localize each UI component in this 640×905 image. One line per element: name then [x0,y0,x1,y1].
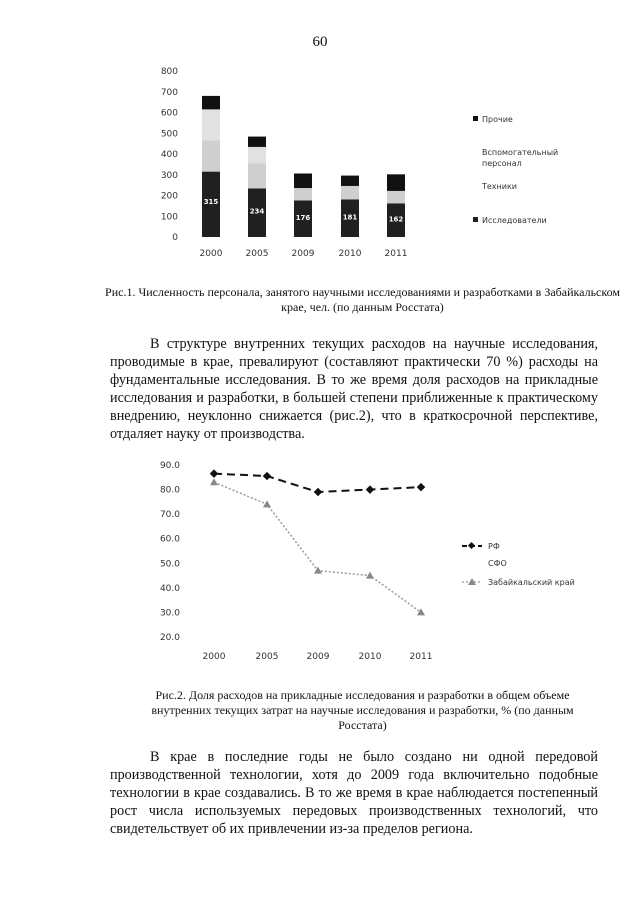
bar-segment [294,174,312,189]
legend-label: Техники [482,182,518,191]
x-tick-label: 2000 [199,249,223,259]
series-line-zabaykalsky [214,482,421,612]
figure-1-chart [161,67,558,259]
bar-value-label: 315 [203,198,219,207]
bar-value-label: 181 [342,213,358,222]
legend-label: Исследователи [482,216,547,225]
bar-value-label: 176 [295,213,311,222]
bar-value-label: 162 [388,215,404,224]
bar-value-label: 234 [249,207,265,216]
x-tick-label: 2010 [338,249,362,259]
x-tick-label: 2009 [306,652,330,662]
data-point-zabaykalsky [263,500,271,507]
figure-2-chart [160,461,575,662]
legend-label: РФ [488,542,500,551]
legend-swatch [473,217,478,222]
legend-label-line: Вспомогательный [482,148,559,157]
data-point-rf [314,488,322,496]
y-tick-label: 50.0 [159,559,180,570]
bar-segment [248,137,266,147]
bar-segment [341,186,359,199]
bar-segment [202,109,220,140]
y-tick-label: 400 [160,150,178,160]
legend-swatch [473,116,478,121]
y-tick-label: 600 [160,108,178,119]
data-point-zabaykalsky [366,572,374,579]
y-tick-label: 20.0 [159,633,180,643]
bar-segment [294,188,312,200]
data-point-rf [366,485,374,493]
x-tick-label: 2005 [255,652,279,662]
data-point-rf [263,472,271,480]
figure-1-caption: Рис.1. Численность персонала, занятого научными исследованиями и разработками в Забайкальском крае, чел. (по данным Росстата) [105,285,620,314]
data-point-rf [417,483,425,491]
legend-label: Прочие [482,115,513,124]
legend-label [482,148,558,168]
x-tick-label: 2009 [291,249,315,259]
y-tick-label: 500 [160,129,178,140]
bar-segment [248,147,266,164]
paragraph-2: В крае в последние годы не было создано ни одной передовой производственной технологии, хотя до 2009 года включительно подобные технологии в крае создавались. В то же время в крае наблюдается постепенный рост числа используемых передовых производственных технологий, что свидетельствует об их привлечении из-за пределов региона. [110,749,598,837]
x-tick-label: 2000 [202,652,226,662]
data-point-zabaykalsky [210,478,218,485]
page-number: 60 [312,34,328,50]
bar-segment [387,174,405,191]
data-point-zabaykalsky [417,608,425,615]
bar-segment [341,176,359,186]
y-tick-label: 60.0 [159,534,180,545]
y-tick-label: 40.0 [159,583,180,594]
y-tick-label: 200 [160,191,178,202]
paragraph-1: В структуре внутренних текущих расходов на научные исследования, проводимые в крае, превалируют (составляют практически 70 %) расходы на фундаментальные исследования. В то же время доля расходов на прикладные исследования и разработки, в большей степени приближенные к практическому внедрению, неуклонно снижается (рис.2), что в краткосрочной перспективе, отдаляет науку от производства. [110,336,598,442]
bar-segment [202,96,220,109]
y-tick-label: 90.0 [159,461,180,471]
legend-label: СФО [488,559,507,568]
y-tick-label: 300 [160,170,178,181]
y-tick-label: 0 [172,233,178,243]
legend-label: Забайкальский край [488,578,575,587]
y-tick-label: 80.0 [159,485,180,496]
figure-2-caption: Рис.2. Доля расходов на прикладные исследования и разработки в общем объеме внутренних текущих затрат на научные исследования и разработки, % (по данным Росстата) [151,688,574,732]
bar-segment [387,191,405,203]
legend-marker-rf [468,542,475,549]
x-tick-label: 2011 [409,652,433,662]
y-tick-label: 800 [160,67,178,77]
legend-label-line: персонал [482,159,522,168]
bar-segment [248,164,266,189]
y-tick-label: 30.0 [159,608,180,619]
x-tick-label: 2010 [358,652,382,662]
bar-segment [202,141,220,172]
y-tick-label: 700 [160,87,178,98]
data-point-rf [210,469,218,477]
x-tick-label: 2011 [384,249,408,259]
x-tick-label: 2005 [245,249,269,259]
y-tick-label: 70.0 [159,510,180,521]
y-tick-label: 100 [160,212,178,223]
